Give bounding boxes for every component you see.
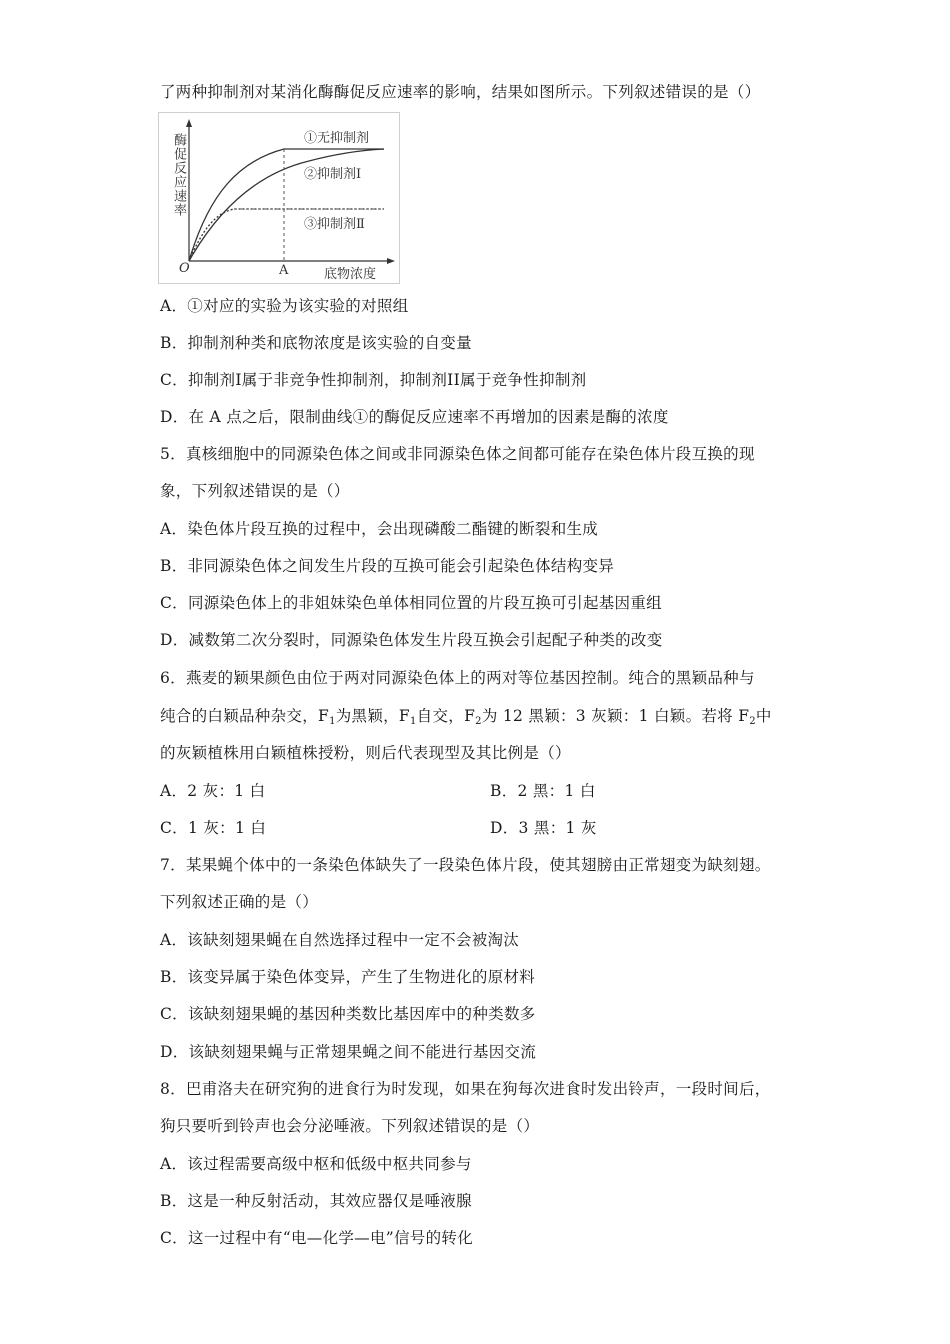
q4-option-a: A．①对应的实验为该实验的对照组 bbox=[160, 297, 409, 315]
q6-option-a: A．2 灰：1 白 bbox=[160, 782, 266, 800]
x-tick-a: A bbox=[279, 263, 289, 278]
q6-stem-line-2: 纯合的白颖品种杂交，$F_1$为黑颖，$F_1$自交，$F_2$为 12 黑颖：3 灰颖：1 白颖。若将 $F_2$中 bbox=[160, 707, 772, 727]
q4-option-c: C．抑制剂I属于非竞争性抑制剂，抑制剂II属于竞争性抑制剂 bbox=[160, 371, 587, 389]
x-axis-arrow bbox=[387, 258, 395, 264]
q7-stem-line-2: 下列叙述正确的是（） bbox=[160, 893, 319, 911]
q8-option-c: C．这一过程中有“电—化学—电”信号的转化 bbox=[160, 1229, 474, 1247]
q8-option-a: A．该过程需要高级中枢和低级中枢共同参与 bbox=[160, 1155, 472, 1173]
q4-option-d: D．在 A 点之后，限制曲线①的酶促反应速率不再增加的因素是酶的浓度 bbox=[160, 408, 669, 426]
q5-option-c: C．同源染色体上的非姐妹染色单体相同位置的片段互换可引起基因重组 bbox=[160, 594, 662, 612]
q8-option-b: B．这是一种反射活动，其效应器仅是唾液腺 bbox=[160, 1192, 472, 1210]
q7-option-b: B．该变异属于染色体变异，产生了生物进化的原材料 bbox=[160, 968, 536, 986]
question-4-stem: 了两种抑制剂对某消化酶酶促反应速率的影响，结果如图所示。下列叙述错误的是（） bbox=[160, 83, 761, 101]
q5-option-b: B．非同源染色体之间发生片段的互换可能会引起染色体结构变异 bbox=[160, 557, 615, 575]
origin-label: O bbox=[179, 261, 190, 276]
y-axis-arrow bbox=[186, 119, 192, 127]
curve-2-label: ②抑制剂Ⅰ bbox=[304, 167, 362, 182]
x-axis-label: 底物浓度 bbox=[324, 267, 377, 282]
q4-option-b: B．抑制剂种类和底物浓度是该实验的自变量 bbox=[160, 334, 472, 352]
q5-stem-line-1: 5．真核细胞中的同源染色体之间或非同源染色体之间都可能存在染色体片段互换的现 bbox=[160, 445, 755, 463]
enzyme-rate-figure bbox=[158, 112, 400, 284]
q6-option-c: C．1 灰：1 白 bbox=[160, 819, 267, 837]
q7-option-c: C．该缺刻翅果蝇的基因种类数比基因库中的种类数多 bbox=[160, 1005, 536, 1023]
curve-1-label: ①无抑制剂 bbox=[304, 131, 370, 146]
q6-option-b: B．2 黑：1 白 bbox=[490, 782, 596, 800]
q6-option-d: D．3 黑：1 灰 bbox=[490, 819, 597, 837]
q5-option-d: D．减数第二次分裂时，同源染色体发生片段互换会引起配子种类的改变 bbox=[160, 631, 663, 649]
q7-stem-line-1: 7．某果蝇个体中的一条染色体缺失了一段染色体片段，使其翅膀由正常翅变为缺刻翅。 bbox=[160, 856, 771, 874]
q5-option-a: A．染色体片段互换的过程中，会出现磷酸二酯键的断裂和生成 bbox=[160, 520, 599, 538]
q6-stem-line-1: 6．燕麦的颖果颜色由位于两对同源染色体上的两对等位基因控制。纯合的黑颖品种与 bbox=[160, 669, 755, 687]
y-axis-label: 酶促反应速率 bbox=[171, 133, 186, 217]
q7-option-d: D．该缺刻翅果蝇与正常翅果蝇之间不能进行基因交流 bbox=[160, 1043, 537, 1061]
q7-option-a: A．该缺刻翅果蝇在自然选择过程中一定不会被淘汰 bbox=[160, 931, 520, 949]
q8-stem-line-1: 8．巴甫洛夫在研究狗的进食行为时发现，如果在狗每次进食时发出铃声，一段时间后， bbox=[160, 1080, 771, 1098]
q5-stem-line-2: 象，下列叙述错误的是（） bbox=[160, 482, 350, 500]
curve-3-label: ③抑制剂Ⅱ bbox=[304, 217, 365, 232]
q6-stem-line-3: 的灰颖植株用白颖植株授粉，则后代表现型及其比例是（） bbox=[160, 744, 571, 762]
q8-stem-line-2: 狗只要听到铃声也会分泌唾液。下列叙述错误的是（） bbox=[160, 1117, 540, 1135]
